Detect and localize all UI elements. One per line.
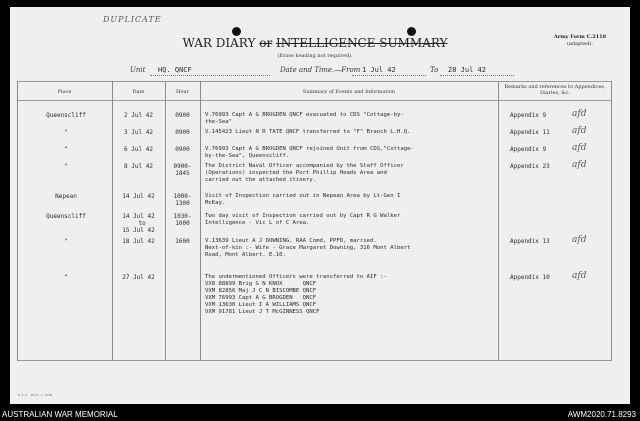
unit-value: HQ. QNCF [158, 66, 192, 74]
header-remarks: Remarks and references to Appendices, Diaries, &c. [504, 84, 606, 96]
entry-initials: afd [572, 160, 587, 170]
entry-summary: Two day visit of Inspection carried out by Capt R G Walker Intelligence - Vic L of C Area. [205, 213, 401, 226]
entry-hour: 0900 [175, 129, 190, 136]
header-date: Date [132, 89, 145, 95]
entry-remarks: Appendix 9 [510, 112, 547, 119]
entry-date: 18 Jul 42 [122, 238, 155, 245]
date-to-value: 28 Jul 42 [448, 66, 486, 74]
col-rule-3 [200, 81, 201, 361]
date-from-value: 1 Jul 42 [362, 66, 396, 74]
entry-date: 8 Jul 42 [124, 163, 153, 170]
entry-initials: afd [572, 143, 587, 153]
title-subtitle: (Erase heading not required). [277, 53, 353, 59]
from-underline [352, 75, 426, 76]
entry-place: " [64, 238, 68, 245]
entry-summary: V.145423 Lieut N R TATE QNCF transferred to "F" Branch L.H.Q. [205, 129, 411, 135]
header-place: Place [57, 89, 72, 95]
entry-date: 14 Jul 42 [122, 193, 155, 200]
entry-date: 3 Jul 42 [124, 129, 153, 136]
entry-date: 2 Jul 42 [124, 112, 153, 119]
entry-hour: 0900 [175, 112, 190, 119]
entry-place: " [64, 129, 68, 136]
entry-date: 27 Jul 42 [122, 274, 155, 281]
entry-remarks: Appendix 9 [510, 146, 547, 153]
unit-label: Unit [130, 66, 146, 74]
entry-hour: 1030- 1000 [173, 213, 192, 227]
credit-right: AWM2020.71.8293 [567, 410, 636, 419]
title-war-diary: WAR DIARY [182, 36, 256, 50]
title-or: or [259, 36, 273, 50]
form-footer: D.S.O. 10/9.—C.4706 [18, 393, 53, 397]
entry-hour: 0900- 1845 [173, 163, 192, 177]
entry-initials: afd [572, 109, 587, 119]
entry-remarks: Appendix 23 [510, 163, 550, 170]
entry-place: " [64, 146, 68, 153]
entry-hour: 0900 [175, 146, 190, 153]
entry-remarks: Appendix 10 [510, 274, 550, 281]
entry-initials: afd [572, 271, 587, 281]
entry-place: Queenscliff [46, 213, 86, 220]
entry-date: 14 Jul 42 to 15 Jul 42 [122, 213, 155, 234]
date-from-label: Date and Time.—From [280, 66, 361, 74]
rule-top [17, 81, 612, 82]
entry-place: Queenscliff [46, 112, 86, 119]
entry-initials: afd [572, 126, 587, 136]
entry-place: " [64, 163, 68, 170]
form-title [150, 36, 480, 50]
entry-summary: V.76993 Capt A G BROGDEN QNCF evacuated to CDS "Cottage-by- the-Sea" [205, 112, 404, 125]
army-form-name: Army Form C.2118 [553, 34, 607, 40]
unit-underline [150, 75, 270, 76]
entry-remarks: Appendix 11 [510, 129, 550, 136]
duplicate-stamp: DUPLICATE [103, 15, 162, 24]
entry-summary: Visit of Inspection carried out in Nepean Area by Lt-Gen I McKay. [205, 193, 401, 206]
entry-summary: V.76993 Capt A G BROGDEN QNCF rejoined Unit from CDS,"Cottage- by-the-Sea", Queenscliff. [205, 146, 414, 159]
entry-hour: 1000- 1300 [173, 193, 192, 207]
entry-date: 6 Jul 42 [124, 146, 153, 153]
entry-summary: V.13639 Lieut A J DOWNING, RAA Comd, PPFD, married. Next-of-kin :- Wife - Grace Margaret Downing, 316 Mont Albert Road, Mont Albert. E.10. [205, 238, 411, 258]
col-rule-0 [17, 81, 18, 361]
to-underline [440, 75, 514, 76]
entry-remarks: Appendix 13 [510, 238, 550, 245]
col-rule-5 [611, 81, 612, 361]
title-intelligence-summary: INTELLIGENCE SUMMARY [276, 36, 448, 50]
header-summary: Summary of Events and Information [302, 89, 396, 95]
entry-place: " [64, 274, 68, 281]
army-form-adapted: (adapted). [566, 41, 594, 47]
rule-header [17, 100, 612, 101]
credit-left: AUSTRALIAN WAR MEMORIAL [2, 410, 118, 419]
rule-bottom [17, 360, 612, 361]
entry-summary: The undermentioned Officers were transferred to AIF :- VX8 88899 Brig G N KNOX QNCF VXM 82856 Maj J C N BISCOMBE QNCF VXM 76993 Capt A G BROGDEN QNCF VXM 13630 Lieut I A WILLIAMS QNCF VXM 91781 Lieut J T McGINNESS QNCF [205, 274, 387, 315]
header-hour: Hour [176, 89, 189, 95]
entry-summary: The District Naval Officer accompanied by the Staff Officer (Operations) inspected the Port Phillip Heads Area and carried out the attached itinery. [205, 163, 404, 183]
punch-hole-right [407, 27, 416, 36]
punch-hole-left [232, 27, 241, 36]
entry-initials: afd [572, 235, 587, 245]
date-to-label: To [430, 66, 439, 74]
army-form-label [535, 34, 625, 48]
entry-hour: 1600 [175, 238, 190, 245]
entry-place: Nepean [55, 193, 77, 200]
